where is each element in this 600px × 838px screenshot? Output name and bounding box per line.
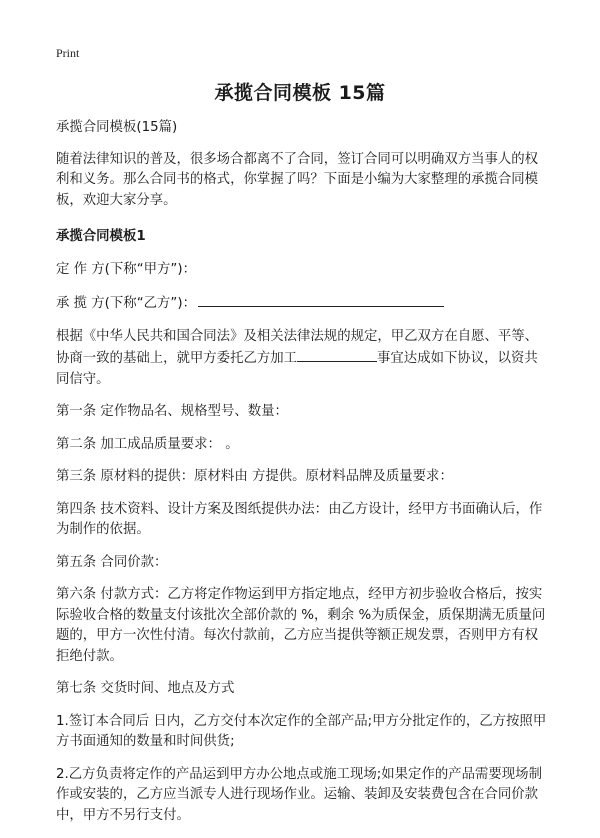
document-subtitle: 承揽合同模板(15篇) [56,120,178,135]
print-link[interactable]: Print [56,46,80,60]
article-2: 第二条 加工成品质量要求： 。 [56,436,239,452]
party-b-line [56,292,550,315]
article-6: 第六条 付款方式：乙方将定作物运到甲方指定地点，经甲方初步验收合格后，按实际验收合格的数量支付该批次全部价款的 %，剩余 %为质保金，质保期满无质量问题的，甲方一次性付清。每次付款前，乙方应当提供等额正规发票，否则甲方有权拒绝付款。 [56,587,546,664]
article-3: 第三条 原材料的提供：原材料由 方提供。原材料品牌及质量要求： [56,469,453,484]
section-heading: 承揽合同模板1 [56,229,146,244]
document-title: 承揽合同模板 15篇 [214,82,386,104]
processing-item-blank [297,347,377,362]
party-b-blank [198,292,444,307]
article-5: 第五条 合同价款： [56,554,168,570]
party-b-label: 承 揽 方(下称“乙方”)： [56,296,196,311]
basis-text-after: 事宜达成如下协议，以资共同信守。 [56,351,538,387]
article-7-clause-1: 1.签订本合同后 日内，乙方交付本次定作的全部产品;甲方分批定作的，乙方按照甲方书面通知的数量和时间供货; [56,713,547,749]
article-7: 第七条 交货时间、地点及方式 [56,681,235,696]
article-4: 第四条 技术资料、设计方案及图纸提供办法：由乙方设计，经甲方书面确认后，作为制作的依据。 [56,501,543,537]
basis-text-before: 根据《中华人民共和国合同法》及相关法律法规的规定，甲乙双方在自愿、平等、协商一致的基础上，就甲方委托乙方加工 [56,328,539,366]
article-1: 第一条 定作物品名、规格型号、数量： [56,404,288,419]
intro-paragraph: 随着法律知识的普及，很多场合都离不了合同，签订合同可以明确双方当事人的权利和义务。那么合同书的格式，你掌握了吗？下面是小编为大家整理的承揽合同模板，欢迎大家分享。 [56,151,539,208]
article-7-clause-2: 2.乙方负责将定作的产品运到甲方办公地点或施工现场;如果定作的产品需要现场制作或安装的，乙方应当派专人进行现场作业。运输、装卸及安装费包含在合同价款中，甲方不另行支付。 [56,766,542,823]
basis-paragraph [56,327,550,391]
document-body [56,118,550,838]
party-a-line: 定 作 方(下称“甲方”)： [56,261,196,277]
